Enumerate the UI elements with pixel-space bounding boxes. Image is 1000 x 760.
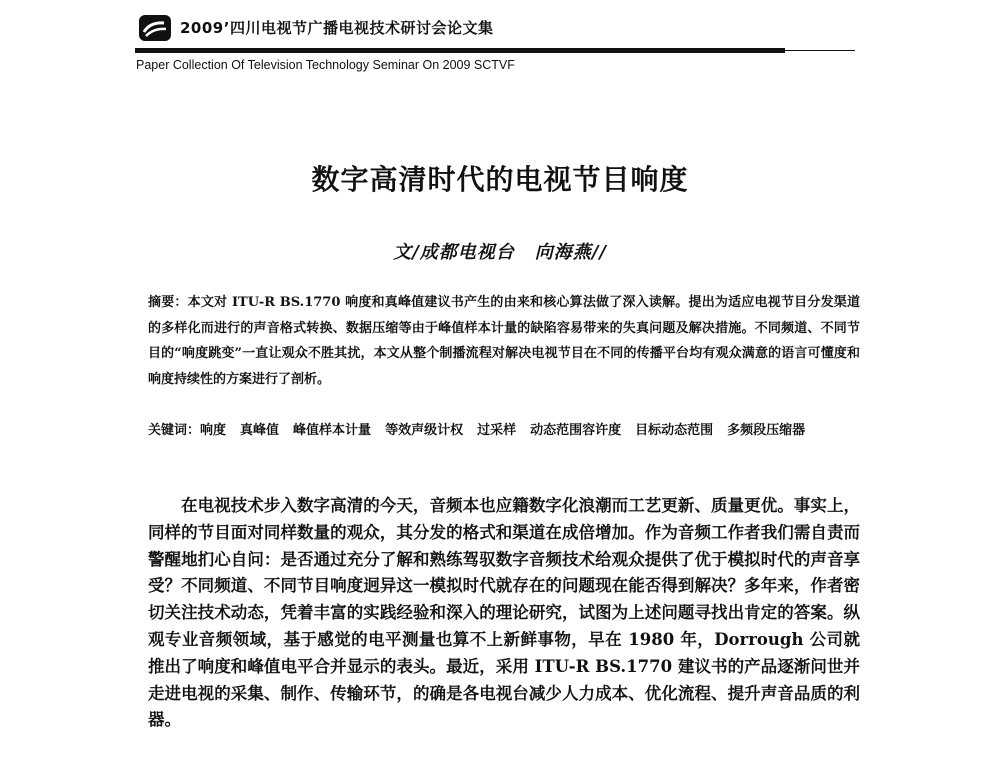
keyword: 目标动态范围 xyxy=(635,423,714,438)
keywords-label: 关键词： xyxy=(148,423,201,438)
journal-title-en: Paper Collection Of Television Technology Seminar On 2009 SCTVF xyxy=(136,58,515,72)
keyword: 过采样 xyxy=(477,423,517,438)
header-rule xyxy=(135,48,785,53)
article-title: 数字高清时代的电视节目响度 xyxy=(311,163,689,196)
keywords xyxy=(148,418,860,444)
byline-org: 文/成都电视台 xyxy=(393,242,515,263)
tv-festival-logo-icon xyxy=(138,14,172,42)
header-rule-tail xyxy=(785,50,855,51)
running-header xyxy=(0,0,1000,80)
abstract-label: 摘要： xyxy=(148,295,188,310)
abstract xyxy=(148,290,860,392)
keyword: 多频段压缩器 xyxy=(727,423,806,438)
journal-title-cn: 2009’四川电视节广播电视技术研讨会论文集 xyxy=(180,19,494,37)
keyword: 动态范围容许度 xyxy=(530,423,622,438)
keyword: 等效声级计权 xyxy=(385,423,464,438)
abstract-text: 本文对 ITU-R BS.1770 响度和真峰值建议书产生的由来和核心算法做了深入读解。提出为适应电视节目分发渠道的多样化而进行的声音格式转换、数据压缩等由于峰值样本计量的缺陷容易带来的失真问题及解决措施。不同频道、不同节目的“响度跳变”一直让观众不胜其扰，本文从整个制播流程对解决电视节目在不同的传播平台均有观众满意的语言可懂度和响度持续性的方案进行了剖析。 xyxy=(148,295,860,387)
byline xyxy=(0,238,1000,264)
byline-author: 向海燕// xyxy=(534,242,607,263)
keyword: 峰值样本计量 xyxy=(293,423,372,438)
keyword: 响度 xyxy=(200,423,227,438)
body-paragraph: 在电视技术步入数字高清的今天，音频本也应籍数字化浪潮而工艺更新、质量更优。事实上，同样的节目面对同样数量的观众，其分发的格式和渠道在成倍增加。作为音频工作者我们需自责而警醒地扪心自问：是否通过充分了解和熟练驾驭数字音频技术给观众提供了优于模拟时代的声音享受？不同频道、不同节目响度迥异这一模拟时代就存在的问题现在能否得到解决？多年来，作者密切关注技术动态，凭着丰富的实践经验和深入的理论研究，试图为上述问题寻找出肯定的答案。纵观专业音频领域，基于感觉的电平测量也算不上新鲜事物，早在 1980 年，Dorrough 公司就推出了响度和峰值电平合并显示的表头。最近，采用 ITU-R BS.1770 建议书的产品逐渐问世并走进电视的采集、制作、传输环节，的确是各电视台减少人力成本、优化流程、提升声音品质的利器。 xyxy=(148,496,860,730)
keyword: 真峰值 xyxy=(240,423,280,438)
